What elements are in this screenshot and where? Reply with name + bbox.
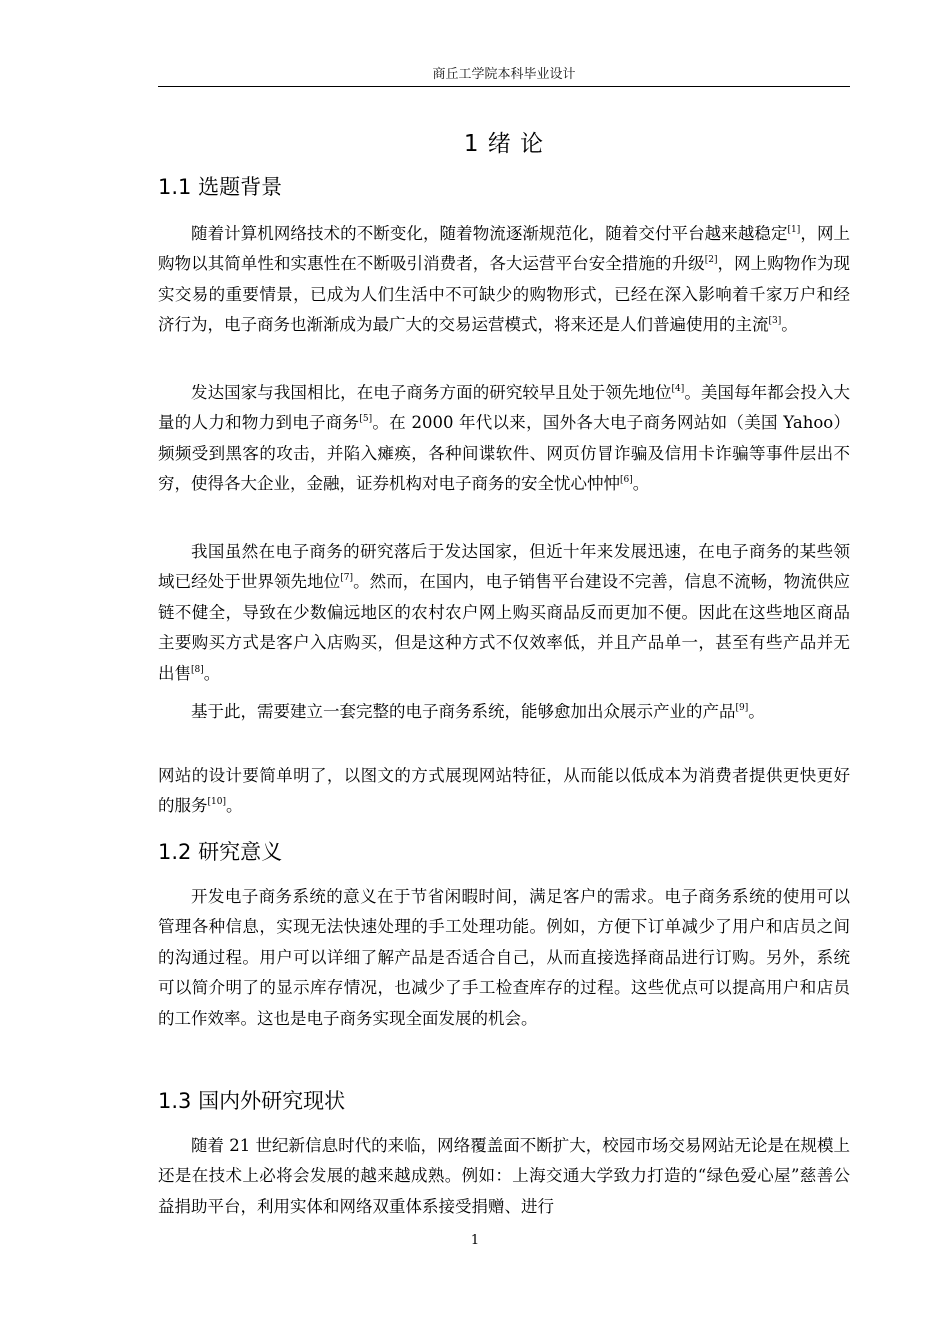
- chapter-title: 1 绪 论: [463, 131, 545, 157]
- citation-marker: [10]: [207, 797, 226, 808]
- citation-marker: [1]: [787, 225, 801, 235]
- paragraph-text: 。美国每年都会投入大量的人力和物力到电子商务: [158, 383, 851, 433]
- paragraph-text: 我国虽然在电子商务的研究落后于发达国家，但近十年来发展迅速，在电子商务的某些领域已经处于世界领先地位: [158, 542, 850, 592]
- citation-marker: [6]: [620, 475, 633, 486]
- paragraph: [158, 537, 850, 689]
- citation-marker: [7]: [340, 573, 353, 584]
- paragraph-text: 基于此，需要建立一套完整的电子商务系统，能够愈加出众展示产业的产品: [191, 702, 736, 721]
- section-heading-1-1: 1.1 选题背景: [158, 175, 283, 199]
- paragraph-text: 。: [632, 474, 650, 494]
- paragraph-text: 随着计算机网络技术的不断变化，随着物流逐渐规范化，随着交付平台越来越稳定: [191, 224, 788, 243]
- paragraph: [158, 1131, 850, 1222]
- paragraph-text: 网站的设计要简单明了，以图文的方式展现网站特征，从而能以低成本为消费者提供更快更好的服务: [158, 766, 850, 816]
- paragraph-text: 随着 21 世纪新信息时代的来临，网络覆盖面不断扩大，校园市场交易网站无论是在规模上还是在技术上必将会发展的越来越成熟。例如：上海交通大学致力打造的“绿色爱心屋”慈善公益捐助平台，利用实体和网络双重体系接受捐赠、进行: [158, 1136, 850, 1216]
- page-number: 1: [470, 1233, 480, 1248]
- paragraph: [158, 761, 850, 822]
- citation-marker: [3]: [768, 316, 782, 327]
- paragraph: [158, 697, 850, 727]
- paragraph-text: 。然而，在国内，电子销售平台建设不完善，信息不流畅，物流供应链不健全，导致在少数偏远地区的农村农户网上购买商品反而更加不便。因此在这些地区商品主要购买方式是客户入店购买，但是这种方式不仅效率低，并且产品单一，甚至有些产品并无出售: [158, 572, 851, 683]
- paragraph-text: 。在 2000 年代以来，国外各大电子商务网站如（美国 Yahoo）频频受到黑客的攻击，并陷入瘫痪，各种间谍软件、网页仿冒诈骗及信用卡诈骗等事件层出不穷，使得各大企业，金融，证券机构对电子商务的安全忧心忡忡: [158, 413, 851, 494]
- page-header: [158, 66, 850, 87]
- paragraph-text: 开发电子商务系统的意义在于节省闲暇时间，满足客户的需求。电子商务系统的使用可以管理各种信息，实现无法快速处理的手工处理功能。例如，方便下订单减少了用户和店员之间的沟通过程。用户可以详细了解产品是否适合自己，从而直接选择商品进行订购。另外，系统可以简介明了的显示库存情况，也减少了手工检查库存的过程。这些优点可以提高用户和店员的工作效率。这也是电子商务实现全面发展的机会。: [158, 887, 850, 1028]
- paragraph-text: ，网上购物作为现实交易的重要情景，已成为人们生活中不可缺少的购物形式，已经在深入影响着千家万户和经济行为，电子商务也渐渐成为最广大的交易运营模式，将来还是人们普遍使用的主流: [158, 254, 851, 335]
- citation-marker: [9]: [735, 703, 749, 713]
- paragraph-text: 发达国家与我国相比，在电子商务方面的研究较早且处于领先地位: [191, 383, 672, 402]
- header-text: 商丘工学院本科毕业设计: [432, 67, 576, 82]
- paragraph-text: 。: [748, 702, 765, 721]
- paragraph-text: 。: [781, 315, 798, 335]
- citation-marker: [4]: [671, 384, 685, 394]
- citation-marker: [2]: [704, 255, 718, 266]
- section-heading-1-2: 1.2 研究意义: [158, 840, 283, 864]
- paragraph: [158, 378, 850, 500]
- paragraph: [158, 219, 850, 341]
- paragraph-text: 。: [225, 796, 243, 816]
- paragraph-text: ，网上购物以其简单性和实惠性在不断吸引消费者，各大运营平台安全措施的升级: [158, 224, 851, 274]
- paragraph-text: 。: [203, 663, 221, 683]
- citation-marker: [5]: [359, 414, 373, 425]
- citation-marker: [8]: [191, 664, 204, 675]
- paragraph: [158, 882, 850, 1034]
- section-heading-1-3: 1.3 国内外研究现状: [158, 1089, 346, 1113]
